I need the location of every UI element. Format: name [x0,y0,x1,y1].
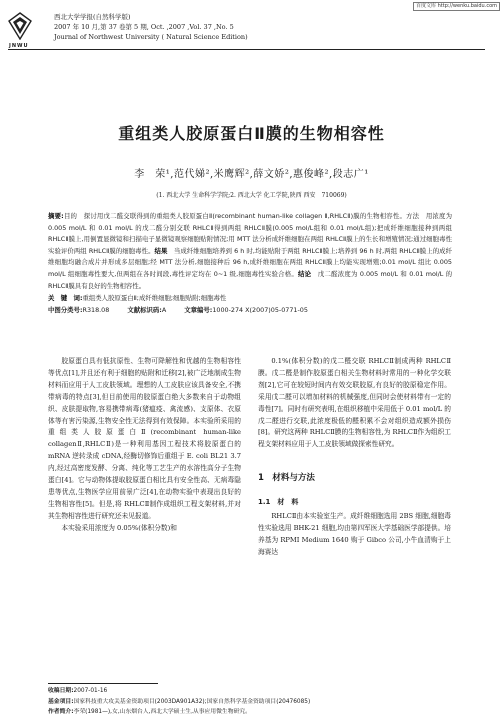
footnote-fund [48,697,310,708]
keywords-text: 重组类人胶原蛋白Ⅱ;成纤维细胞;细胞贴附;细胞毒性 [82,294,227,303]
right-column [258,356,451,559]
article-number-value: 1000-274 X(2007)05-0771-05 [212,305,308,314]
fund-label: 基金项目: [48,698,74,705]
keywords-label: 关 键 词: [48,294,83,303]
abstract-label: 摘要: [48,212,64,220]
header-rule [8,49,485,50]
classification-line [48,305,452,317]
left-column [48,356,241,535]
section-heading: 1 材料与方法 [258,473,315,484]
fund-text: 国家科技重大攻关基金资助项目(2003DA901A32);国家自然科学基金资助项目(20476085) [73,698,311,705]
paper-affiliation: (1. 西北大学 生命科学学院;2. 西北大学 化工学院,陕西 西安 710069) [156,192,347,199]
intro-paragraph: 胶原蛋白具有低抗原性、生物可降解性和优越的生物相容性等优点[1],并且还有利于细胞的贴附和迁移[2],被广泛地制成生物材料而应用于人工皮肤领域。理想的人工皮肤应该具备安全,不携带病毒的特点[3],但目前使用的胶原蛋白绝大多数来自于动物组织、皮肤提取物,容易携带病毒(猪瘟疫、禽流感)、支原体、衣原体等有害污染源,生物安全性无法得到有效保障。本实验所采用的重组类人胶原蛋白Ⅱ(recombinant human-like collagenⅡ,RHLCⅡ)是一种利用基因工程技术将胶原蛋白的 mRNA 逆转录成 cDNA,经酶切修饰后重组于 E. coli BL21 3.7 内,经过高密度发酵、分离、纯化等工艺生产的水溶性高分子生物蛋白[4]。它与动物体提取胶原蛋白相比具有安全性高、无病毒隐患等优点,生物医学应用前景广泛[4],在动物实验中表现出良好的生物相容性[5]。但是,将 RHLCⅡ制作成组织工程支架材料,并对其生物相容性进行研究还未见报道。 [48,357,241,520]
journal-name: 西北大学学报(自然科学版) [54,13,131,21]
footnote-author [48,707,310,718]
intro-paragraph-continued: 0.1%(体积分数)的戊二醛交联 RHLCⅡ制成两种 RHLCⅡ膜。戊二醛是制作胶原蛋白相关生物材料时常用的一种化学交联剂[2],它可在较短时间内有效交联胶原,有良好的胶原稳定作用。采用戊二醛可以增加材料的机械强度,但同时会使材料带有一定的毒性[7]。同时有研究表明,在组织移植中采用低于 0.01 mol/L 的戊二醛进行交联,此浓度极低的醛积累不会对组织造成额外损伤[8]。研究这两种 RHLCⅡ膜的生物相容性,为 RHLCⅡ作为组织工程支架材料应用于人工皮肤领域做探索性研究。 [258,357,451,449]
author-bio-text: 李荣(1981—),女,山东烟台人,西北大学硕士生,从事应用微生物研究。 [73,709,251,715]
keywords-line [48,293,452,305]
abstract-block [48,211,452,316]
journal-issue: 2007 年 10 月,第 37 卷第 5 期, Oct. ,2007 ,Vol. 37 ,No. 5 [54,23,234,31]
materials-paragraph: RHLCⅡ由本实验室生产。成纤维细胞选用 2BS 细胞,细胞毒性实验选用 BHK-21 细胞,均由第四军医大学基础医学部提供。培养基为 RPMI Medium 1640 购于 Gibco 公司,小牛血清购于上海赛达 [258,512,451,556]
author-bio-label: 作者简介: [48,709,74,715]
abstract-result-label: 结果 [154,246,168,255]
journal-logo-text: JNWU [9,43,29,49]
abstract-conclusion: 戊二醛浓度为 0.005 mol/L 和 0.01 mol/L 的 RHLCⅡ膜具有良好的生物相容性。 [48,269,452,290]
paper-authors: 李 荣¹,范代娣²,米鹰辉²,薛文娇²,惠俊峰²,段志广¹ [134,169,369,180]
footnote-received [48,686,310,697]
journal-header [54,12,248,42]
journal-logo-icon [8,12,32,40]
intro-paragraph-2: 本实验采用浓度为 0.05%(体积分数)和 [61,523,177,532]
paper-title: 重组类人胶原蛋白Ⅱ膜的生物相容性 [118,124,385,143]
watermark-badge: 百度文库 http://wenku.baidu.com [413,2,500,11]
received-date: 2007-01-16 [73,688,108,694]
doc-code-value: A [161,305,167,314]
abstract-body [48,211,452,292]
received-label: 收稿日期: [48,688,74,694]
abstract-conclusion-label: 结论 [298,269,312,278]
clc-label: 中图分类号: [48,305,83,314]
footnote-block [48,686,310,718]
clc-value: R318.08 [82,305,110,314]
subsection-heading: 1.1 材 料 [258,498,299,507]
abstract-methods: 目的 探讨用戊二醛交联得到的重组类人胶原蛋白Ⅱ(recombinant human-like collagen Ⅱ,RHLCⅡ)膜的生物相容性。方法 用浓度为 0.005 mol/L 和 0.01 mol/L 的戊二醛分别交联 RHLCⅡ得到两组 RHLCⅡ膜(0.005 mol/L组和 0.01 mol/L组);把成纤维细胞接种到两组 RHLCⅡ膜上,用倒置显微镜和扫描电子显微镜观察细胞贴附情况;用 MTT 法分析成纤维细胞在两组 RHLCⅡ膜上的生长和增殖情况;通过细胞毒性实验评价两组 RHLCⅡ膜的细胞毒性。 [48,212,452,255]
footnote-rule [48,683,158,684]
article-number-label: 文章编号: [184,305,213,314]
journal-english-name: Journal of Northwest University ( Natural Science Edition) [54,33,248,41]
doc-code-label: 文献标识码: [127,305,162,314]
abstract-results: 当成纤维细胞培养到 6 h 时,均能贴附于两组 RHLCⅡ膜上;培养到 96 h 时,两组 RHLCⅡ膜上的成纤维细胞均融合成片并形成多层细胞;经 MTT 法分析,细胞接种后 96 h,成纤维细胞在两组 RHLCⅡ膜上均能实现增殖;0.01 mol/L 组比 0.005 mol/L 组细胞毒性要大,但两组在各时间段,毒性评定均在 0~1 级,细胞毒性实验合格。 [48,246,453,278]
